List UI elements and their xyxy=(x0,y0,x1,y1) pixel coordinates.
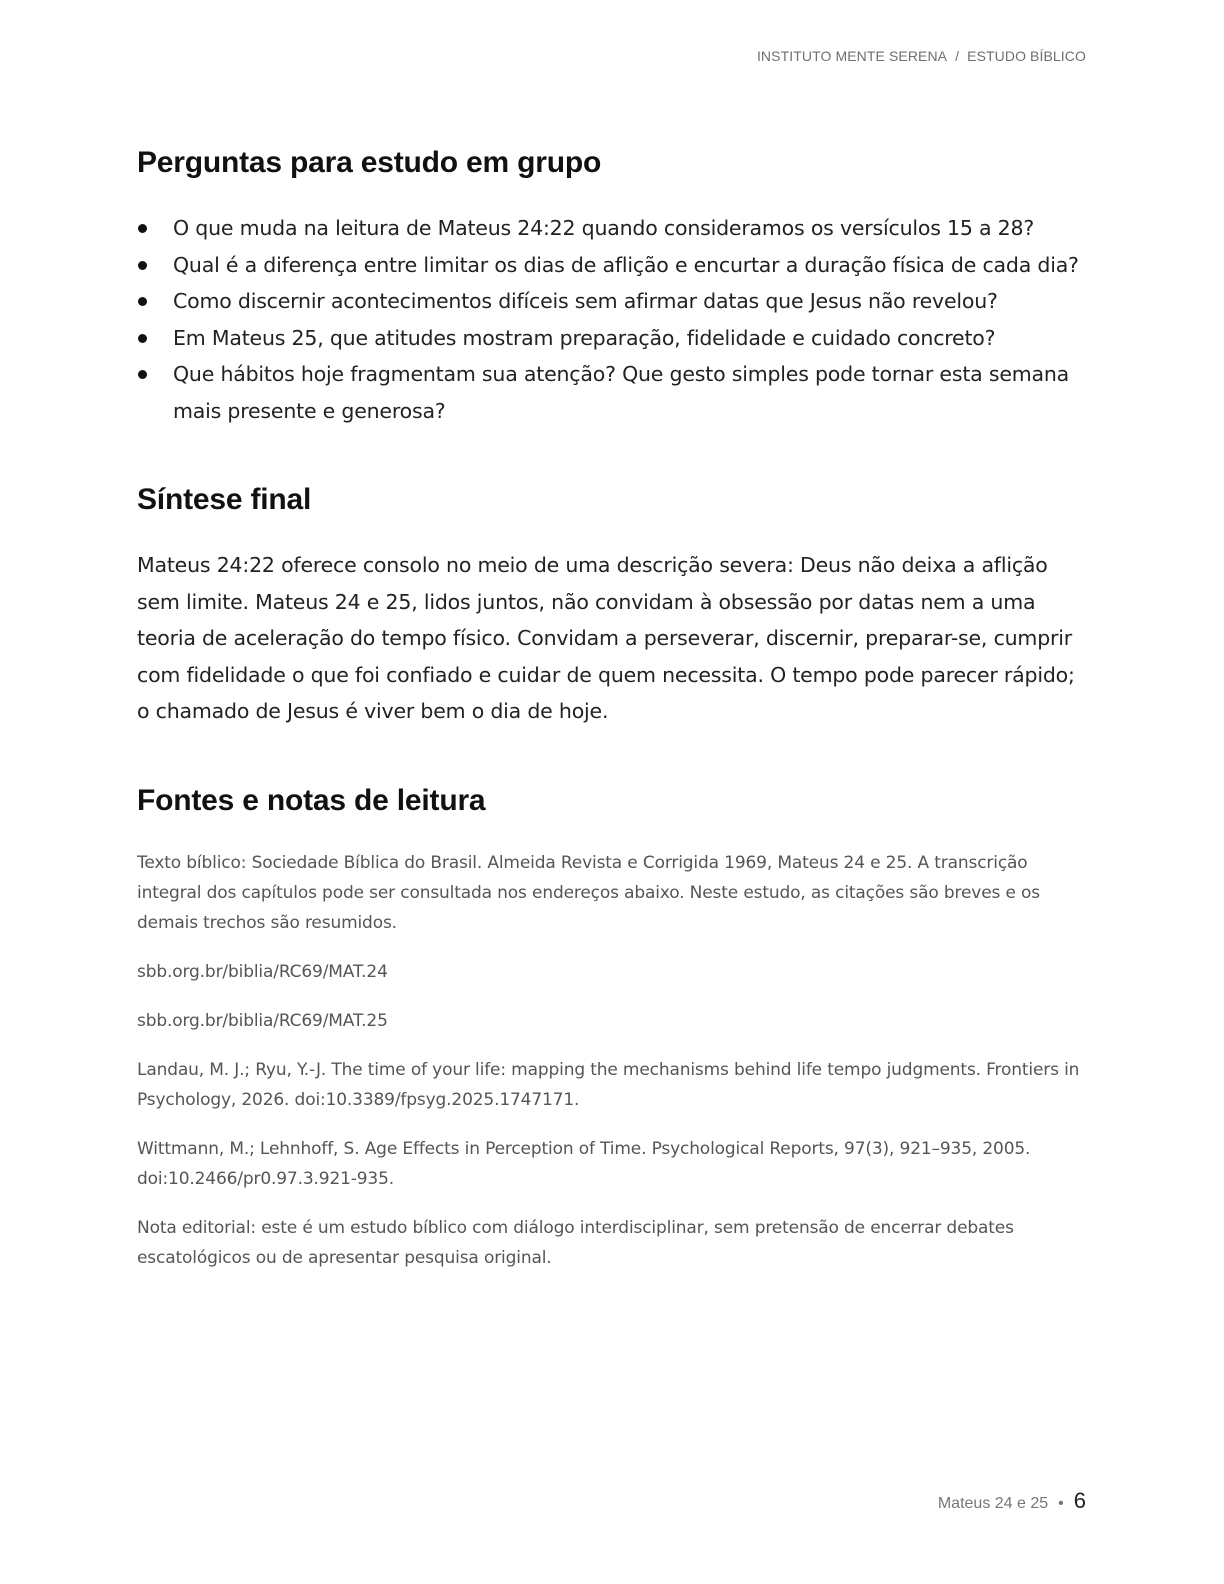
header-separator: / xyxy=(955,48,960,64)
questions-heading: Perguntas para estudo em grupo xyxy=(137,146,602,179)
header-org: INSTITUTO MENTE SERENA xyxy=(756,48,948,64)
synthesis-paragraph: Mateus 24:22 oferece consolo no meio de uma descrição severa: Deus não deixa a aflição sem limite. Mateus 24 e 25, lidos juntos, não convidam à obsessão por datas nem a uma teoria de aceleração do tempo físico. Convidam a perseverar, discernir, preparar-se, cumprir com fidelidade o que foi confiado e cuidar de quem necessita. O tempo pode parecer rápido; o chamado de Jesus é viver bem o dia de hoje. xyxy=(137,553,1075,723)
bullet-icon xyxy=(138,297,147,306)
question-item xyxy=(137,356,1087,429)
question-text: Qual é a diferença entre limitar os dias de aflição e encurtar a duração física de cada dia? xyxy=(173,252,1079,277)
source-link-mat24[interactable]: sbb.org.br/biblia/RC69/MAT.24 xyxy=(137,961,388,982)
question-item xyxy=(137,247,1087,284)
source-note-bible-text: Texto bíblico: Sociedade Bíblica do Brasil. Almeida Revista e Corrigida 1969, Mateus 24 e 25. A transcrição integral dos capítulos pode ser consultada nos endereços abaixo. Neste estudo, as citações são breves e os demais trechos são resumidos. xyxy=(137,852,1040,933)
page-number: 6 xyxy=(1073,1488,1086,1513)
question-item xyxy=(137,320,1087,357)
bullet-icon xyxy=(138,224,147,233)
bullet-icon xyxy=(138,261,147,270)
question-text: Em Mateus 25, que atitudes mostram preparação, fidelidade e cuidado concreto? xyxy=(173,325,996,350)
synthesis-heading: Síntese final xyxy=(137,483,312,516)
bullet-icon xyxy=(138,334,147,343)
sources-heading: Fontes e notas de leitura xyxy=(137,783,486,817)
source-reference-wittmann: Wittmann, M.; Lehnhoff, S. Age Effects in Perception of Time. Psychological Reports, 97(3), 921–935, 2005. doi:10.2466/pr0.97.3.921-935. xyxy=(137,1138,1031,1189)
question-text: O que muda na leitura de Mateus 24:22 quando consideramos os versículos 15 a 28? xyxy=(173,216,1035,240)
source-link-mat25[interactable]: sbb.org.br/biblia/RC69/MAT.25 xyxy=(137,1010,388,1031)
question-item xyxy=(137,210,1087,247)
source-reference-landau: Landau, M. J.; Ryu, Y.-J. The time of your life: mapping the mechanisms behind life tempo judgments. Frontiers in Psychology, 2026. doi:10.3389/fpsyg.2025.1747171. xyxy=(137,1059,1080,1110)
footer-dot-icon: • xyxy=(1058,1495,1064,1512)
header-section: ESTUDO BÍBLICO xyxy=(967,48,1086,64)
sources-list xyxy=(137,848,1087,1273)
footer-label: Mateus 24 e 25 xyxy=(937,1495,1049,1512)
editorial-note: Nota editorial: este é um estudo bíblico com diálogo interdisciplinar, sem pretensão de encerrar debates escatológicos ou de apresentar pesquisa original. xyxy=(137,1217,1014,1268)
question-item xyxy=(137,283,1087,320)
question-text: Que hábitos hoje fragmentam sua atenção? Que gesto simples pode tornar esta semana mais presente e generosa? xyxy=(173,362,1070,423)
page-footer xyxy=(938,1488,1086,1514)
running-header xyxy=(757,48,1086,64)
question-text: Como discernir acontecimentos difíceis sem afirmar datas que Jesus não revelou? xyxy=(173,289,998,313)
bullet-icon xyxy=(138,370,147,379)
questions-list xyxy=(137,210,1087,429)
page-content xyxy=(137,140,1087,1292)
